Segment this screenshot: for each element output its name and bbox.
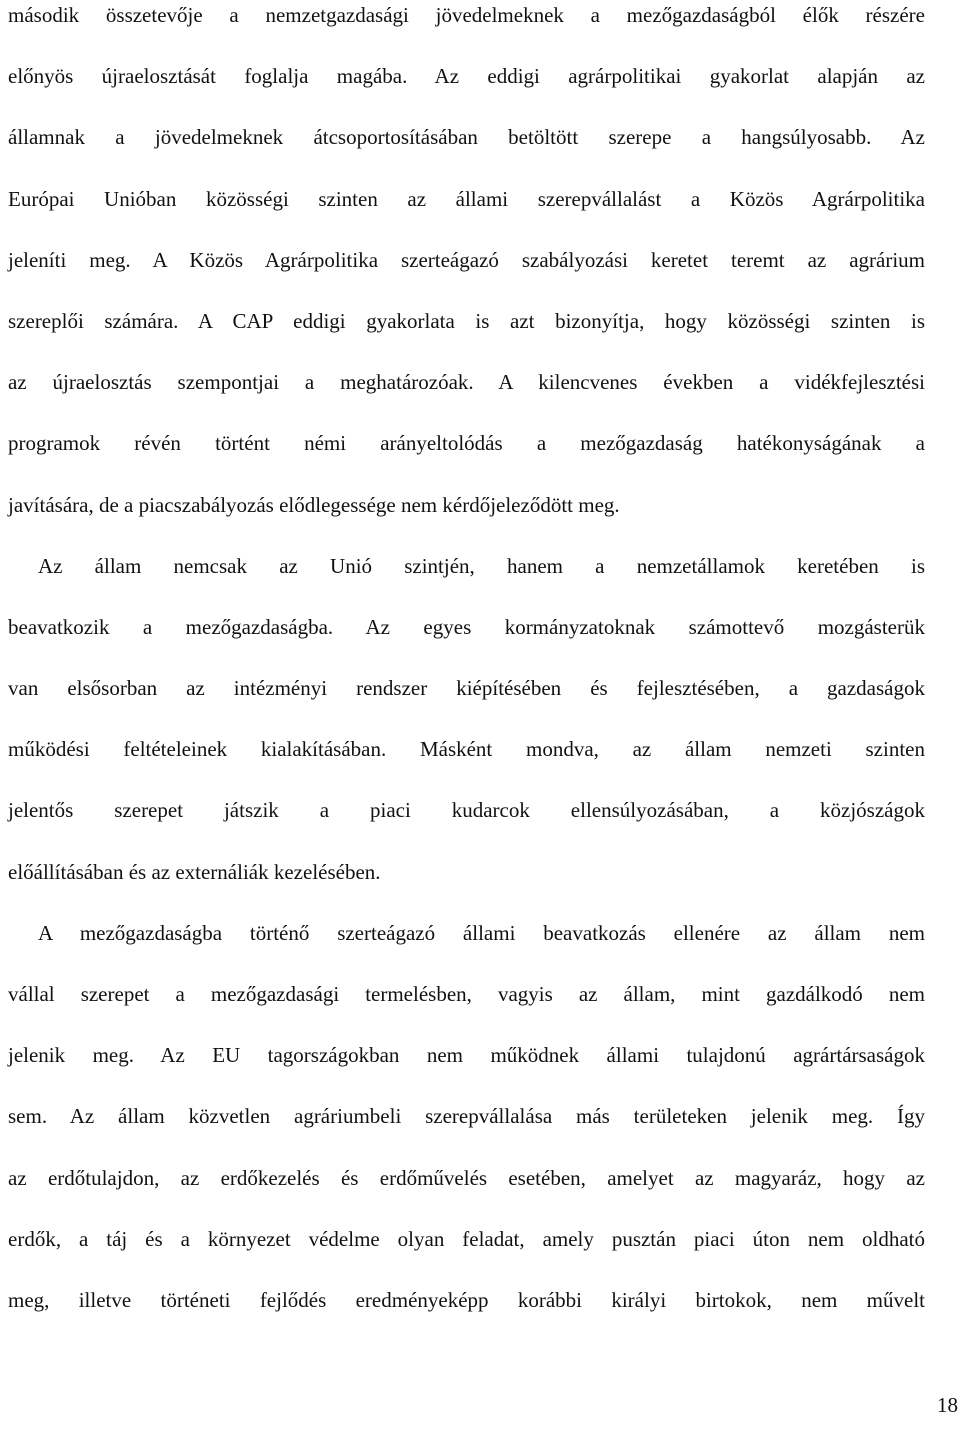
text-line: államnak a jövedelmeknek átcsoportosításában betöltött szerepe a hangsúlyosabb. Az bbox=[8, 125, 925, 150]
text-line: Európai Unióban közösségi szinten az állami szerepvállalást a Közös Agrárpolitika bbox=[8, 186, 925, 211]
text-line: jelentős szerepet játszik a piaci kudarcok ellensúlyozásában, a közjószágok bbox=[8, 798, 925, 823]
text-line: működési feltételeinek kialakításában. Másként mondva, az állam nemzeti szinten bbox=[8, 737, 925, 762]
text-line: jelenik meg. Az EU tagországokban nem működnek állami tulajdonú agrártársaságok bbox=[8, 1043, 925, 1068]
paragraph-1 bbox=[8, 0, 925, 536]
page-number: 18 bbox=[937, 1393, 958, 1417]
text-line: meg, illetve történeti fejlődés eredményeképp korábbi királyi birtokok, nem művelt bbox=[8, 1287, 925, 1312]
text-line: az újraelosztás szempontjai a meghatározóak. A kilencvenes években a vidékfejlesztési bbox=[8, 370, 925, 395]
body-text bbox=[8, 0, 925, 1331]
text-line: A mezőgazdaságba történő szerteágazó állami beavatkozás ellenére az állam nem bbox=[38, 920, 925, 945]
text-line: erdők, a táj és a környezet védelme olyan feladat, amely pusztán piaci úton nem oldható bbox=[8, 1226, 925, 1251]
text-line: vállal szerepet a mezőgazdasági termelésben, vagyis az állam, mint gazdálkodó nem bbox=[8, 982, 925, 1006]
text-line: programok révén történt némi arányeltolódás a mezőgazdaság hatékonyságának a bbox=[8, 431, 925, 456]
text-line: előnyös újraelosztását foglalja magába. Az eddigi agrárpolitikai gyakorlat alapján az bbox=[8, 64, 925, 89]
text-line: javítására, de a piacszabályozás elődlegessége nem kérdőjeleződött meg. bbox=[8, 492, 620, 517]
text-line: van elsősorban az intézményi rendszer kiépítésében és fejlesztésében, a gazdaságok bbox=[8, 676, 925, 701]
text-line: második összetevője a nemzetgazdasági jövedelmeknek a mezőgazdaságból élők részére bbox=[8, 3, 925, 27]
paragraph-3 bbox=[8, 903, 925, 1331]
text-line: jeleníti meg. A Közös Agrárpolitika szerteágazó szabályozási keretet teremt az agrárium bbox=[8, 247, 925, 272]
text-line: előállításában és az externáliák kezelésében. bbox=[8, 859, 381, 884]
paragraph-2 bbox=[8, 536, 925, 903]
text-line: beavatkozik a mezőgazdaságba. Az egyes kormányzatoknak számottevő mozgásterük bbox=[8, 614, 925, 639]
text-line: az erdőtulajdon, az erdőkezelés és erdőművelés esetében, amelyet az magyaráz, hogy az bbox=[8, 1165, 925, 1190]
text-line: Az állam nemcsak az Unió szintjén, hanem a nemzetállamok keretében is bbox=[38, 553, 925, 578]
text-line: szereplői számára. A CAP eddigi gyakorlata is azt bizonyítja, hogy közösségi szinten is bbox=[8, 308, 925, 333]
text-line: sem. Az állam közvetlen agráriumbeli szerepvállalása más területeken jelenik meg. Így bbox=[8, 1104, 925, 1129]
